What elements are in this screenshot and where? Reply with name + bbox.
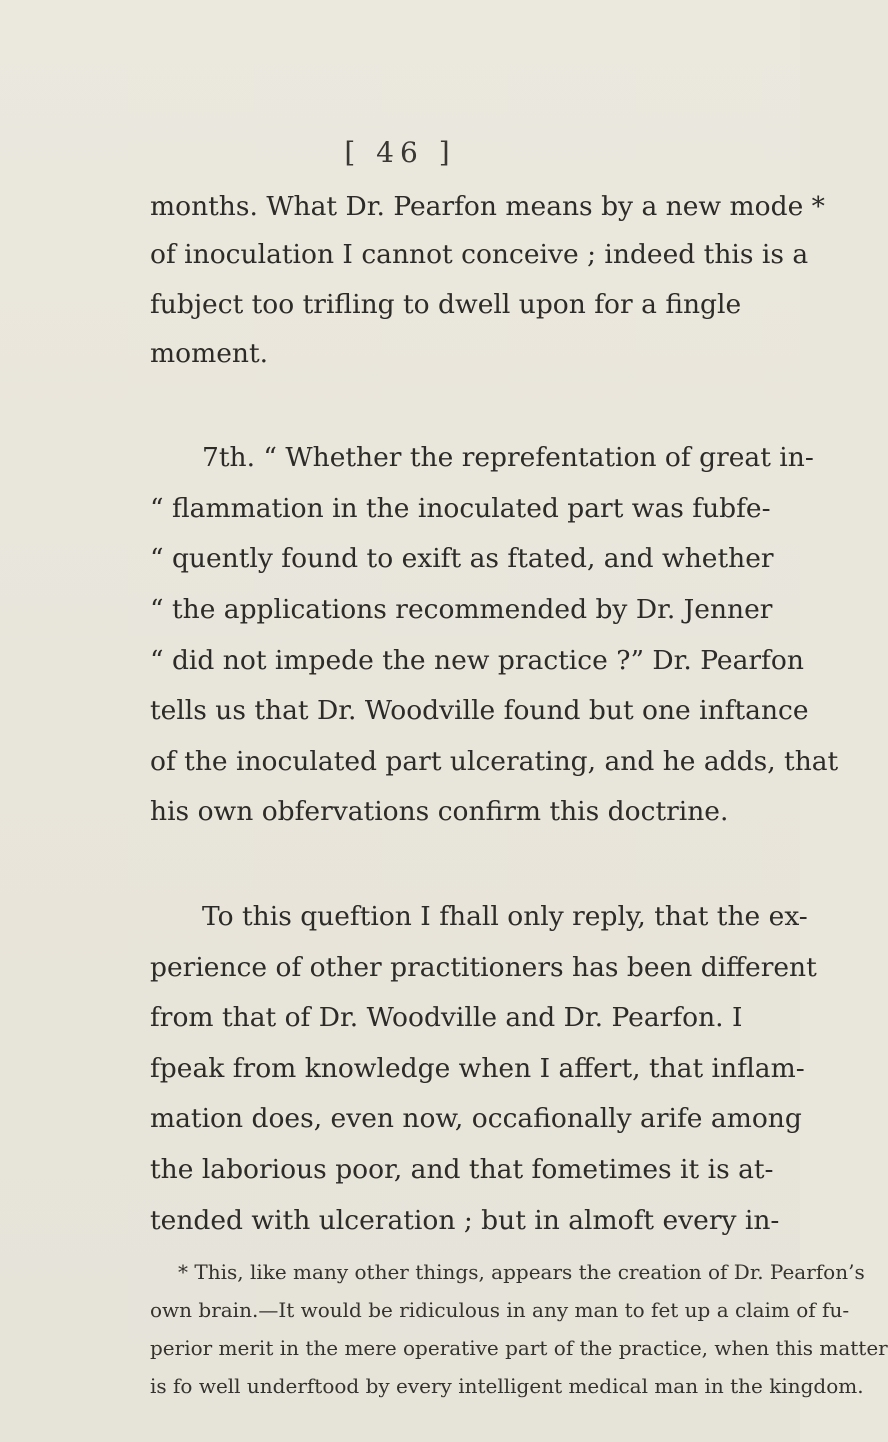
footnote-line: perior merit in the mere operative part of the practice, when this matter xyxy=(150,1336,888,1360)
body-line: “ quently found to exift as ftated, and whether xyxy=(150,543,774,574)
page-number: [ 46 ] xyxy=(344,136,456,169)
body-line: 7th. “ Whether the reprefentation of great in- xyxy=(202,442,814,473)
footnote-line: * This, like many other things, appears the creation of Dr. Pearfon’s xyxy=(178,1260,865,1284)
footnote-line: is fo well underftood by every intelligent medical man in the kingdom. xyxy=(150,1374,864,1398)
body-line: of inoculation I cannot conceive ; indeed this is a xyxy=(150,239,809,270)
body-line: tended with ulceration ; but in almoft every in- xyxy=(150,1205,780,1236)
body-line: perience of other practitioners has been different xyxy=(150,952,817,983)
body-line: the laborious poor, and that fometimes it is at- xyxy=(150,1154,774,1185)
footnote-line: own brain.—It would be ridiculous in any man to fet up a claim of fu- xyxy=(150,1298,850,1322)
body-line: months. What Dr. Pearfon means by a new mode * xyxy=(150,191,825,222)
body-line: from that of Dr. Woodville and Dr. Pearfon. I xyxy=(150,1002,743,1033)
body-line: “ did not impede the new practice ?” Dr. Pearfon xyxy=(150,645,804,676)
body-line: fubject too trifling to dwell upon for a fingle xyxy=(150,289,742,320)
body-line: moment. xyxy=(150,338,269,369)
body-line: mation does, even now, occafionally arife among xyxy=(150,1103,802,1134)
body-line: fpeak from knowledge when I affert, that inflam- xyxy=(150,1053,805,1084)
body-line: his own obfervations confirm this doctrine. xyxy=(150,796,729,827)
body-line: “ the applications recommended by Dr. Jenner xyxy=(150,594,773,625)
body-line: To this queftion I fhall only reply, that the ex- xyxy=(202,901,808,932)
body-line: of the inoculated part ulcerating, and he adds, that xyxy=(150,746,839,777)
body-line: tells us that Dr. Woodville found but one inftance xyxy=(150,695,809,726)
body-line: “ flammation in the inoculated part was fubfe- xyxy=(150,493,771,524)
